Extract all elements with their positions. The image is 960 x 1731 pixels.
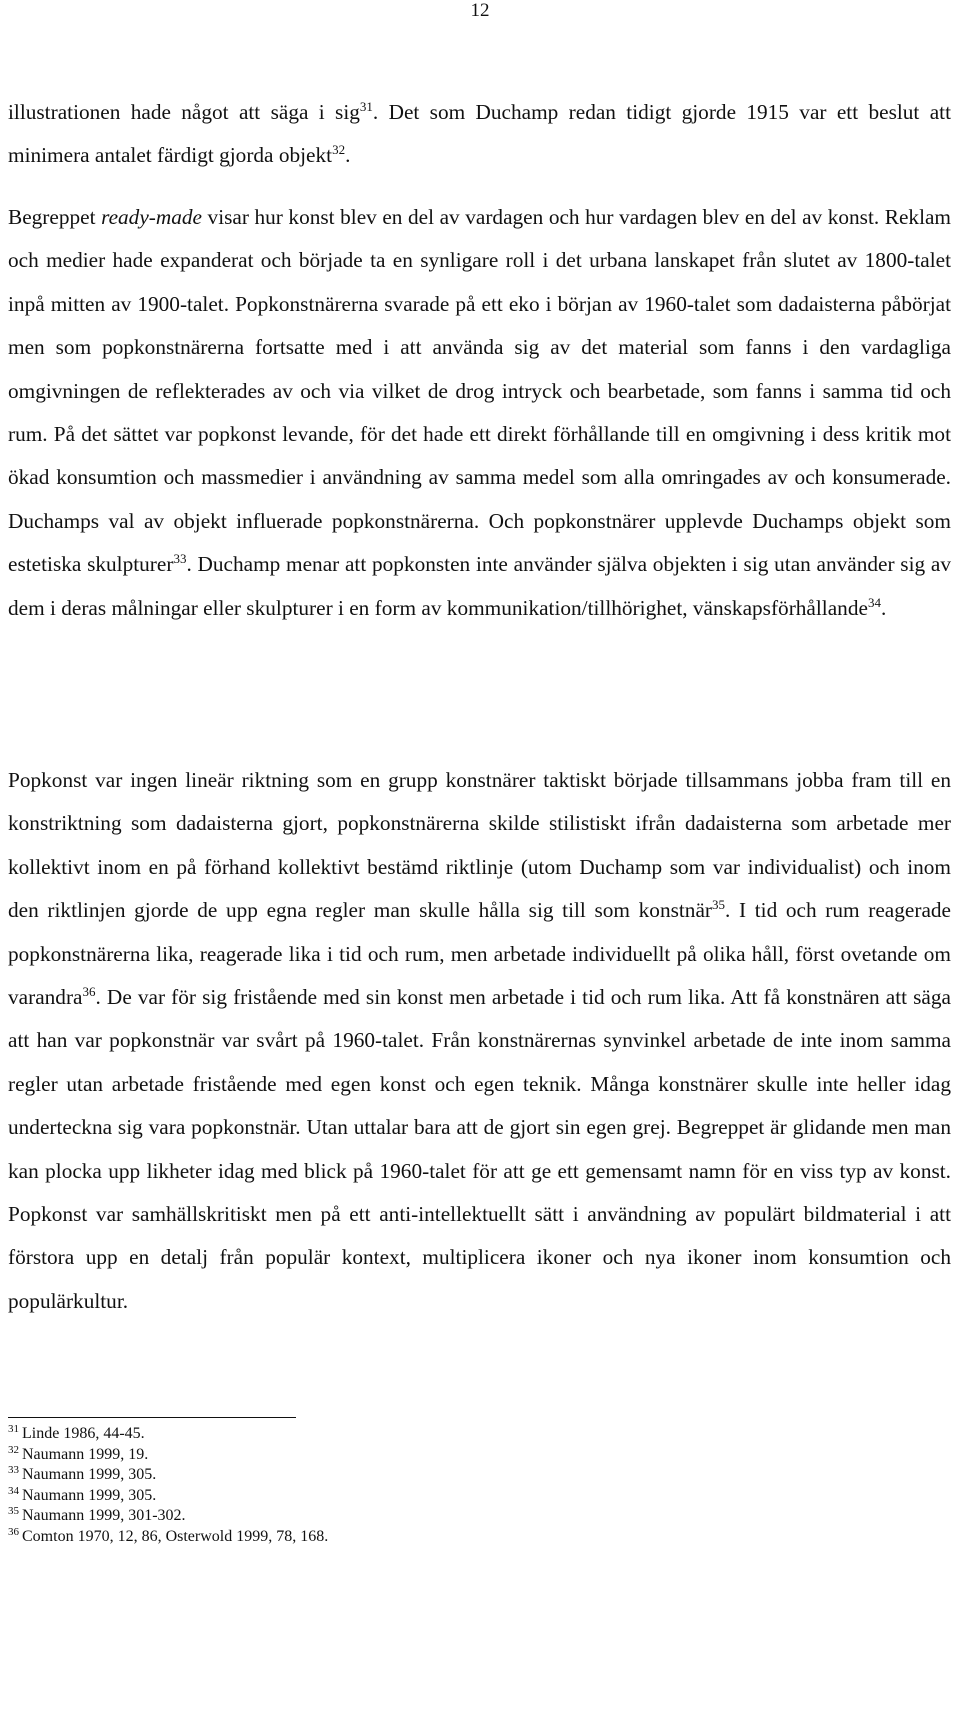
- footnote-reference: 33: [173, 551, 187, 567]
- text-run: illustrationen hade något att säga i sig: [8, 100, 360, 124]
- footnote-text: Naumann 1999, 305.: [22, 1466, 157, 1483]
- footnote-reference: 31: [359, 99, 373, 114]
- text-run: . I tid och rum reagerade popkonstnärerna lika, reagerade lika i tid och rum, men arbetade individuellt på olika håll, först ovetande om varandra: [8, 898, 951, 1010]
- footnote-32: [8, 1445, 708, 1466]
- footnote-separator: [8, 1417, 296, 1418]
- footnote-text: Naumann 1999, 301-302.: [22, 1507, 186, 1524]
- footnote-reference: 35: [712, 897, 725, 913]
- footnote-number: 33: [8, 1464, 19, 1476]
- footnote-number: 31: [8, 1423, 19, 1435]
- footnote-number: 32: [8, 1443, 19, 1456]
- italic-term: ready-made: [101, 205, 202, 229]
- footnote-34: [8, 1486, 708, 1507]
- footnote-number: 36: [8, 1525, 19, 1538]
- footnote-36: [8, 1527, 708, 1548]
- footnote-reference: 34: [867, 594, 881, 610]
- footnote-text: Naumann 1999, 19.: [22, 1445, 149, 1463]
- footnote-number: 35: [8, 1505, 19, 1517]
- text-run: . De var för sig fristående med sin konst men arbetade i tid och rum lika. Att få konstnären att säga att han var popkonstnär var svårt på 1960-talet. Från konstnärernas synvinkel arbetade de inte inom samma regler utan arbetade fristående med egen konst och egen teknik. Många konstnärer skulle inte heller idag underteckna sig vara popkonstnär. Utan uttalar bara att de gjort sin egen grej. Begreppet är glidande men man kan plocka upp likheter idag med blick på 1960-talet för att ge ett gemensamt namn för en viss typ av konst. Popkonst var samhällskritiskt men på ett anti-intellektuellt sätt i användning av populärt bildmaterial i att förstora upp en detalj från populär kontext, multiplicera ikoner och nya ikoner inom konsumtion och populärkultur.: [8, 985, 951, 1313]
- text-run: Popkonst var ingen lineär riktning som en grupp konstnärer taktiskt började tillsammans jobba fram till en konstriktning som dadaisterna gjort, popkonstnärerna skilde stilistiskt ifrån dadaisterna som arbetade mer kollektivt inom en på förhand kollektivt bestämd riktlinje (utom Duchamp som var individualist) och inom den riktlinjen gjorde de upp egna regler man skulle hålla sig till som konstnär: [8, 768, 951, 923]
- page-number: 12: [470, 0, 490, 21]
- paragraph-3: [8, 759, 951, 1323]
- footnote-text: Naumann 1999, 305.: [22, 1486, 157, 1504]
- footnotes: [8, 1424, 708, 1547]
- footnote-reference: 32: [332, 142, 346, 158]
- footnote-reference: 36: [82, 984, 96, 1000]
- footnote-31: [8, 1424, 708, 1445]
- text-run: . Duchamp menar att popkonsten inte använder själva objekten i sig utan använder sig av dem i deras målningar eller skulpturer i en form av kommunikation/tillhörighet, vänskapsförhållande: [8, 552, 952, 620]
- footnote-33: [8, 1465, 708, 1486]
- text-run: .: [880, 595, 887, 620]
- paragraph-2: [8, 196, 951, 630]
- footnote-number: 34: [8, 1484, 19, 1497]
- paragraph-1: [8, 91, 951, 178]
- footnote-35: [8, 1506, 708, 1527]
- footnote-text: Comton 1970, 12, 86, Osterwold 1999, 78, 168.: [22, 1527, 329, 1545]
- text-run: Begreppet: [8, 205, 102, 229]
- text-run: visar hur konst blev en del av vardagen och hur vardagen blev en del av konst. Reklam och medier hade expanderat och började ta en synligare roll i det urbana lanskapet från slutet av 1800-talet inpå mitten av 1900-talet. Popkonstnärerna svarade på ett eko i början av 1960-talet som dadaisterna påbörjat men som popkonstnärerna fortsatte med i att använda sig av det material som fanns i den vardagliga omgivningen de reflekterades av och via vilket de drog intryck och bearbetade, som fanns i samma tid och rum. På det sättet var popkonst levande, för det hade ett direkt förhållande till en omgivning i dess kritik mot ökad konsumtion och massmedier i användning av samma medel som alla omringades av och konsumerade. Duchamps val av objekt influerade popkonstnärerna. Och popkonstnärer upplevde Duchamps objekt som estetiska skulpturer: [8, 205, 951, 577]
- text-run: . Det som Duchamp redan tidigt gjorde 1915 var ett beslut att minimera antalet färdigt gjorda objekt: [8, 100, 951, 168]
- footnote-text: Linde 1986, 44-45.: [22, 1425, 145, 1442]
- text-run: .: [345, 143, 351, 168]
